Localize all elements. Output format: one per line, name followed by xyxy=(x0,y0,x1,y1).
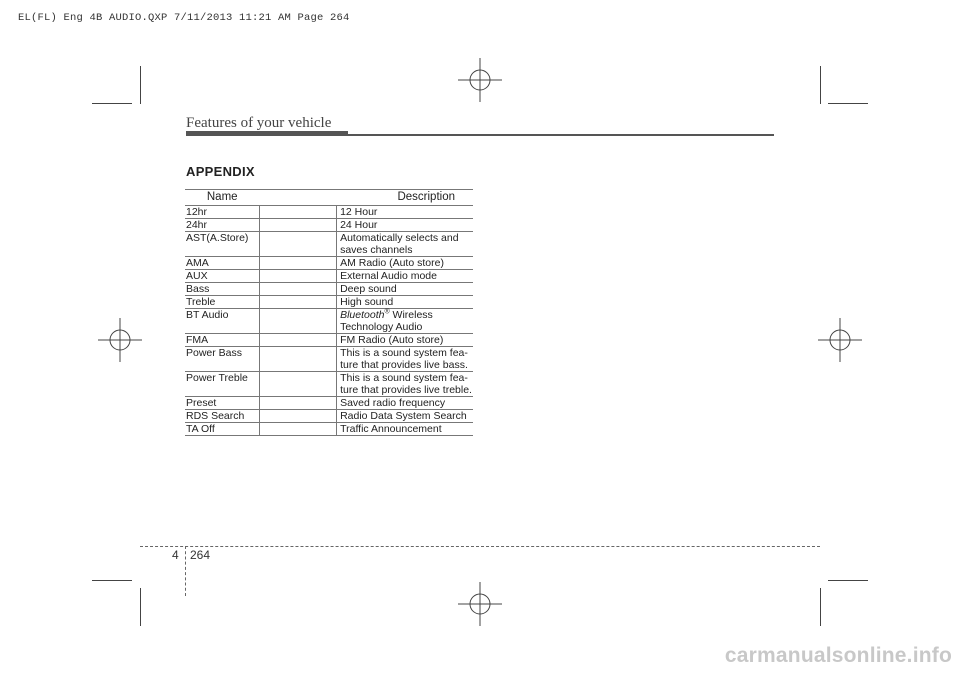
description-line: This is a sound system fea- xyxy=(340,372,468,384)
description-line xyxy=(340,309,472,321)
table-row xyxy=(185,372,473,397)
appendix-table xyxy=(185,189,473,436)
term-name: Bass xyxy=(185,283,259,296)
table-row xyxy=(185,334,473,347)
crop-mark xyxy=(828,103,868,104)
table-gap-cell xyxy=(259,397,336,410)
description-line: External Audio mode xyxy=(340,270,437,282)
crop-mark xyxy=(140,588,141,626)
term-description xyxy=(337,423,473,436)
description-line: saves channels xyxy=(340,244,413,256)
description-line: AM Radio (Auto store) xyxy=(340,257,444,269)
description-line: ture that provides live treble. xyxy=(340,384,472,396)
crop-mark xyxy=(820,66,821,104)
table-row xyxy=(185,206,473,219)
table-gap-cell xyxy=(259,232,336,257)
term-name: 24hr xyxy=(185,219,259,232)
description-italic: Bluetooth xyxy=(340,309,385,321)
crop-mark xyxy=(828,580,868,581)
appendix-heading: APPENDIX xyxy=(186,164,255,179)
chapter-number: 4 xyxy=(172,548,179,562)
table-gap-cell xyxy=(259,410,336,423)
table-body xyxy=(185,206,473,436)
column-header-description: Description xyxy=(337,190,473,206)
description-line: 24 Hour xyxy=(340,219,378,231)
term-name: AST(A.Store) xyxy=(185,232,259,257)
description-line: Traffic Announcement xyxy=(340,423,442,435)
term-description xyxy=(337,219,473,232)
registration-mark-icon xyxy=(816,316,864,364)
footer-rule xyxy=(140,546,820,547)
table-gap-cell xyxy=(259,372,336,397)
description-line: Radio Data System Search xyxy=(340,410,467,422)
term-description xyxy=(337,372,473,397)
term-description xyxy=(337,334,473,347)
term-description xyxy=(337,283,473,296)
description-line: High sound xyxy=(340,296,394,308)
registration-mark-icon xyxy=(96,316,144,364)
table-header-row xyxy=(185,190,473,206)
header-rule-thick xyxy=(186,131,348,136)
crop-mark xyxy=(820,588,821,626)
registration-mark-icon xyxy=(456,580,504,628)
term-name: FMA xyxy=(185,334,259,347)
crop-mark xyxy=(92,580,132,581)
term-description xyxy=(337,206,473,219)
column-header-gap xyxy=(259,190,336,206)
term-description xyxy=(337,397,473,410)
table-gap-cell xyxy=(259,309,336,334)
table-gap-cell xyxy=(259,296,336,309)
table-gap-cell xyxy=(259,347,336,372)
term-description xyxy=(337,347,473,372)
term-description xyxy=(337,309,473,334)
term-description xyxy=(337,257,473,270)
table-row xyxy=(185,347,473,372)
column-header-name: Name xyxy=(185,190,259,206)
description-line: Saved radio frequency xyxy=(340,397,446,409)
header-rule-thin xyxy=(348,134,774,136)
description-line: FM Radio (Auto store) xyxy=(340,334,444,346)
table-gap-cell xyxy=(259,219,336,232)
term-description xyxy=(337,296,473,309)
print-slug: EL(FL) Eng 4B AUDIO.QXP 7/11/2013 11:21 AM Page 264 xyxy=(18,12,350,24)
description-line: ture that provides live bass. xyxy=(340,359,468,371)
page-number: 264 xyxy=(190,548,211,562)
table-gap-cell xyxy=(259,257,336,270)
description-line: Deep sound xyxy=(340,283,397,295)
table-row xyxy=(185,309,473,334)
crop-mark xyxy=(140,66,141,104)
term-description xyxy=(337,270,473,283)
footer-divider xyxy=(185,546,186,596)
term-description xyxy=(337,410,473,423)
description-text: Wireless xyxy=(389,309,433,321)
table-row xyxy=(185,270,473,283)
term-name: Treble xyxy=(185,296,259,309)
section-title: Features of your vehicle xyxy=(186,115,332,131)
table-row xyxy=(185,283,473,296)
table-gap-cell xyxy=(259,423,336,436)
description-line: Technology Audio xyxy=(340,321,423,333)
term-name: 12hr xyxy=(185,206,259,219)
crop-mark xyxy=(92,103,132,104)
table-gap-cell xyxy=(259,283,336,296)
term-name: Preset xyxy=(185,397,259,410)
table-gap-cell xyxy=(259,334,336,347)
description-line: This is a sound system fea- xyxy=(340,347,468,359)
term-name: AUX xyxy=(185,270,259,283)
registered-mark: ® xyxy=(384,308,390,316)
term-name: Power Bass xyxy=(185,347,259,372)
term-name: AMA xyxy=(185,257,259,270)
watermark: carmanualsonline.info xyxy=(724,644,952,667)
table-row xyxy=(185,410,473,423)
table-gap-cell xyxy=(259,270,336,283)
table-row xyxy=(185,397,473,410)
description-line: Automatically selects and xyxy=(340,232,459,244)
table-row xyxy=(185,296,473,309)
term-name: BT Audio xyxy=(185,309,259,334)
term-name: Power Treble xyxy=(185,372,259,397)
term-description xyxy=(337,232,473,257)
description-line: 12 Hour xyxy=(340,206,378,218)
table-gap-cell xyxy=(259,206,336,219)
table-row xyxy=(185,257,473,270)
table-row xyxy=(185,219,473,232)
table-row xyxy=(185,232,473,257)
term-name: RDS Search xyxy=(185,410,259,423)
table-row xyxy=(185,423,473,436)
term-name: TA Off xyxy=(185,423,259,436)
registration-mark-icon xyxy=(456,56,504,104)
